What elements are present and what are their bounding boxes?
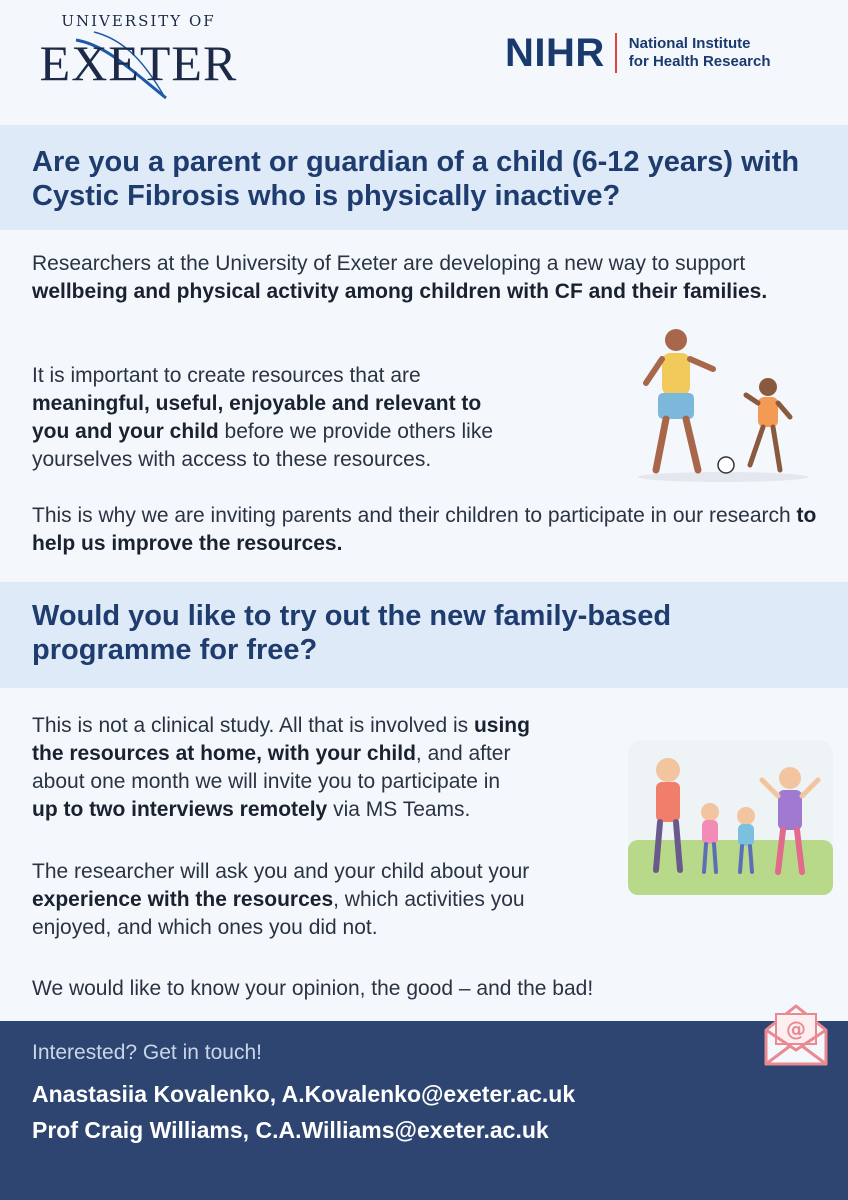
- nihr-line-2: for Health Research: [628, 53, 771, 70]
- nihr-fullname: [629, 35, 771, 71]
- section1-p3-bold: to help us improve the resources.: [32, 504, 817, 555]
- section1-p1-bold: wellbeing and physical activity among children with CF and their families.: [32, 280, 768, 303]
- nihr-wordmark: NIHR: [505, 30, 605, 75]
- section2-p1-text-c: , and after: [415, 742, 511, 765]
- family-exercise-illustration: [628, 740, 833, 895]
- section2-paragraph-3: We would like to know your opinion, the good – and the bad!: [32, 977, 594, 1000]
- section2-p2-bold: experience with the resources: [32, 888, 334, 911]
- nihr-logo: [505, 28, 815, 78]
- exeter-wordmark: EXETER: [39, 35, 238, 91]
- section1-paragraph-1: [32, 250, 812, 306]
- nihr-line-1: National Institute: [628, 35, 751, 52]
- contact-footer: [0, 1021, 848, 1200]
- section1-paragraph-3: [32, 502, 822, 558]
- section2-p1-text-a: This is not a clinical study. All that is involved is: [32, 714, 474, 737]
- section1-p3-text: This is why we are inviting parents and their children to participate in our research: [32, 504, 797, 527]
- section1-p2-bold2: you and your child: [32, 420, 219, 443]
- section1-p2-line1: It is important to create resources that are: [32, 364, 421, 387]
- section1-p2-line4: yourselves with access to these resources.: [32, 448, 432, 471]
- header: [0, 0, 848, 125]
- father-son-football-illustration: [628, 325, 828, 485]
- section2-p2-text-a: The researcher will ask you and your child about your: [32, 860, 530, 883]
- section2-p1-text-f: via MS Teams.: [327, 798, 471, 821]
- section2-heading-band: [0, 582, 848, 688]
- section2-p2-text-d: enjoyed, and which ones you did not.: [32, 916, 378, 939]
- section2-p1-text-d: about one month we will invite you to participate in: [32, 770, 501, 793]
- section2-p2-text-c: , which activities you: [333, 888, 525, 911]
- section2-paragraph-2: [32, 858, 642, 942]
- section1-heading: Are you a parent or guardian of a child (6-12 years) with Cystic Fibrosis who is physically inactive?: [32, 146, 800, 212]
- section2-p1-bold-b: the resources at home, with your child: [32, 742, 416, 765]
- section2-p1-bold-e: up to two interviews remotely: [32, 798, 328, 821]
- svg-text:@: @: [786, 1017, 806, 1041]
- section2-heading: Would you like to try out the new family-based programme for free?: [32, 600, 672, 666]
- section1-heading-band: [0, 125, 848, 230]
- university-of-exeter-logo: [36, 10, 241, 105]
- section1-p2-rest: before we provide others like: [218, 420, 493, 443]
- contact-call-to-action: Interested? Get in touch!: [32, 1041, 262, 1064]
- section2-p1-bold-a: using: [473, 714, 530, 737]
- exeter-university-label: UNIVERSITY OF: [61, 12, 216, 30]
- contact-anastasiia-kovalenko[interactable]: Anastasiia Kovalenko, A.Kovalenko@exeter.ac.uk: [32, 1081, 576, 1107]
- section1-p2-bold1: meaningful, useful, enjoyable and relevant to: [32, 392, 482, 415]
- contact-craig-williams[interactable]: Prof Craig Williams, C.A.Williams@exeter.ac.uk: [32, 1117, 549, 1143]
- section2-paragraph-1: [32, 712, 642, 824]
- section1-paragraph-2: [32, 362, 612, 474]
- envelope-at-icon: [760, 1000, 832, 1068]
- nihr-divider: [615, 33, 617, 73]
- section1-p1-text: Researchers at the University of Exeter are developing a new way to support: [32, 252, 746, 275]
